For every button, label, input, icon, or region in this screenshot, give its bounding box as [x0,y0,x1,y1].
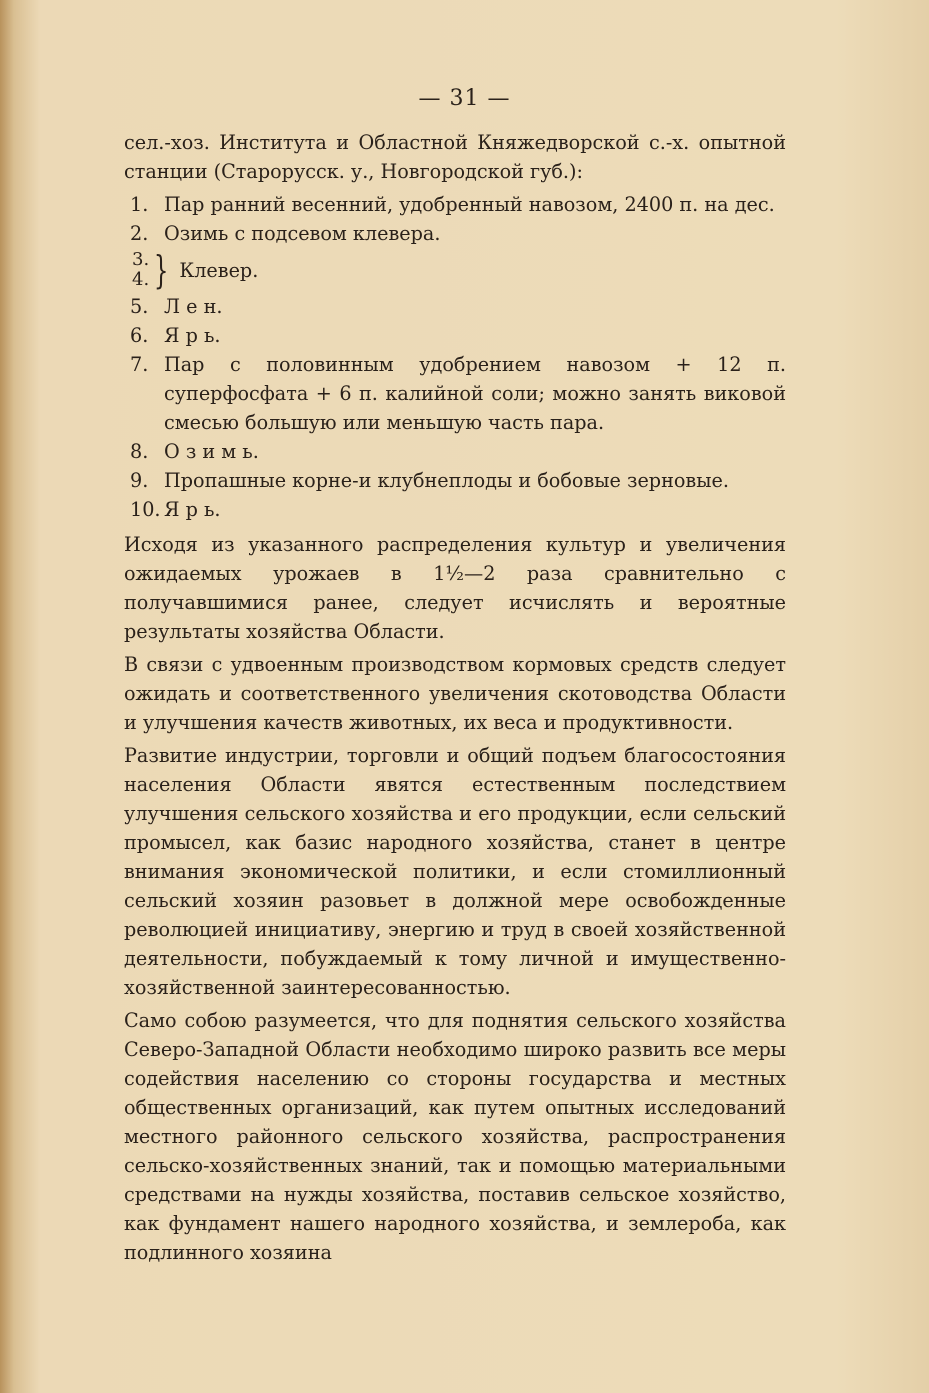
list-item-number: 8. [130,440,149,463]
list-item-number: 3. [132,249,150,270]
list-item-text: Клевер. [179,258,259,282]
list-item-text: Л е н. [164,295,223,318]
list-item [124,495,786,524]
list-item-brace [124,250,786,290]
list-item [124,321,786,350]
list-item [124,466,786,495]
list-item-number: 10. [130,498,161,521]
list-item-text: Пар ранний весенний, удобренный навозом, 2400 п. на дес. [164,193,775,216]
list-item-number: 2. [130,222,149,245]
list-item [124,350,786,437]
page-content [124,128,786,1267]
list-item-text: Я р ь. [164,498,221,521]
body-paragraph: Само собою разумеется, что для поднятия сельского хозяйства Северо-Западной Области необходимо широко развить все меры содействия населению со стороны государства и местных общественных организаций, как путем опытных исследований местного районного сельского хозяйства, распространения сельско-хозяйственных знаний, так и помощью материальными средствами на нужды хозяйства, поставив сельское хозяйство, как фундамент нашего народного хозяйства, и землероба, как подлинного хозяина [124,1009,786,1264]
body-paragraph: Исходя из указанного распределения культур и увеличения ожидаемых урожаев в 1½—2 раза сравнительно с получавшимися ранее, следует исчислять и вероятные результаты хозяйства Области. [124,533,786,643]
intro-paragraph: сел.-хоз. Института и Областной Княжедворской с.-х. опытной станции (Старорусск. у., Новгородской губ.): [124,131,786,183]
list-item-number: 9. [130,469,149,492]
brace-symbol: } [154,248,169,292]
list-item-text: Пропашные корне-и клубнеплоды и бобовые зерновые. [164,469,729,492]
list-item [124,292,786,321]
list-item-number: 4. [132,269,150,290]
list-item-text: Я р ь. [164,324,221,347]
list-item [124,219,786,248]
body-paragraph: Развитие индустрии, торговли и общий подъем благосостояния населения Области явятся естественным последствием улучшения сельского хозяйства и его продукции, если сельский промысел, как базис народного хозяйства, станет в центре внимания экономической политики, и если стомиллионный сельский хозяин разовьет в должной мере освобожденные революцией инициативу, энергию и труд в своей хозяйственной деятельности, побуждаемый к тому личной и имущественно-хозяйственной заинтересованностью. [124,744,786,999]
list-item-text: Озимь с подсевом клевера. [164,222,441,245]
list-item-text: Пар с половинным удобрением навозом + 12 п. суперфосфата + 6 п. калийной соли; можно занять виковой смесью большую или меньшую часть пара. [164,353,786,434]
body-paragraph: В связи с удвоенным производством кормовых средств следует ожидать и соответственного увеличения скотоводства Области и улучшения качеств животных, их веса и продуктивности. [124,653,786,734]
page-number: — 31 — [418,86,511,111]
list-item-number: 1. [130,193,149,216]
crop-rotation-list [124,190,786,524]
list-item-number: 7. [130,353,149,376]
list-item-text: О з и м ь. [164,440,259,463]
list-item-number: 6. [130,324,149,347]
list-item [124,190,786,219]
list-item [124,437,786,466]
list-item-number: 5. [130,295,149,318]
brace-numbers [124,250,149,290]
